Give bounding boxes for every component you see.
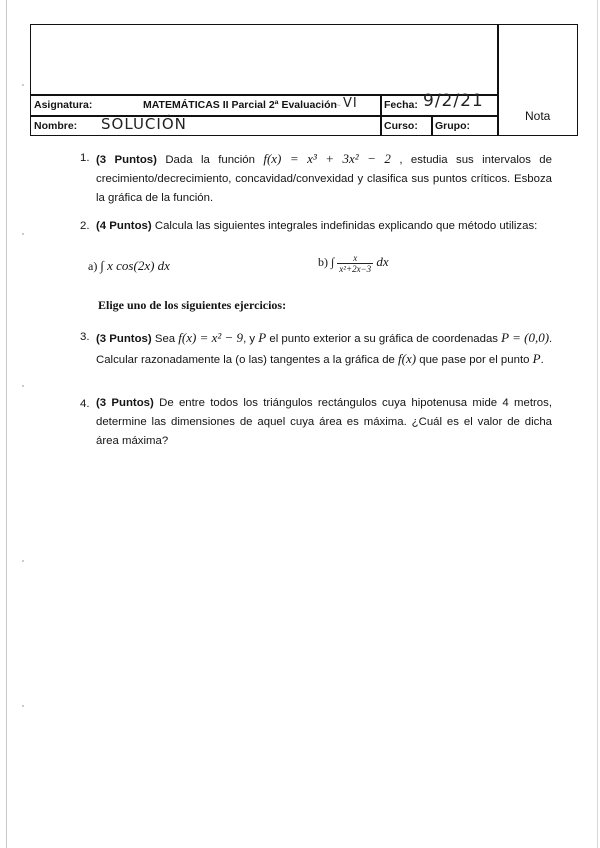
question-3 (96, 328, 566, 370)
asignatura-value: MATEMÁTICAS II Parcial 2ª Evaluación (143, 99, 337, 111)
q2-part-a (88, 256, 308, 276)
q1-number: 1. (80, 152, 90, 164)
scan-speck (22, 233, 24, 235)
question-2 (96, 217, 566, 236)
q2-b-numerator: x (337, 253, 373, 264)
curso-label: Curso: (384, 120, 418, 132)
q1-text-post: , estudia sus intervalos de crecimiento/decrecimiento, concavidad/convexidad y clasifica sus puntos críticos. Esboza la gráfica de la función. (96, 154, 552, 204)
q2-b-denominator: x²+2x−3 (339, 263, 372, 274)
q3-p2: P (532, 351, 541, 366)
nota-label: Nota (525, 109, 551, 123)
q4-points: (3 Puntos) (96, 397, 154, 409)
q1-text-pre: Dada la función (156, 154, 264, 166)
q2-a-formula: ∫ x cos(2x) dx (100, 258, 170, 273)
q3-line2-pre: Calcular razonadamente la (o las) tangentes a la gráfica de (96, 354, 399, 366)
fecha-divider (380, 94, 382, 135)
q1-formula: f(x) = x³ + 3x² − 2 (263, 151, 391, 166)
q3-pc: P = (0,0) (501, 330, 550, 345)
q2-b-fraction (337, 253, 373, 274)
exam-header-table (30, 24, 578, 136)
q2-part-b (318, 252, 518, 274)
q3-f: f(x) = x² − 9 (178, 330, 244, 345)
nombre-label: Nombre: (34, 120, 78, 132)
fecha-label: Fecha: (384, 99, 418, 111)
small-mark: ~ (336, 101, 341, 110)
q2-text: Calcula las siguientes integrales indefinidas explicando que método utilizas: (151, 220, 538, 232)
asignatura-mark: VI (343, 96, 358, 111)
q1-points: (3 Puntos) (96, 154, 157, 166)
page-right-edge (597, 0, 598, 848)
fecha-value: 9/2/21 (423, 91, 484, 111)
q4-text: De entre todos los triángulos rectángulos cuya hipotenusa mide 4 metros, determine las dimensiones de aquel cuya área es máxima. ¿Cuál es el valor de dicha área máxima? (96, 397, 552, 447)
page-left-edge (6, 0, 7, 848)
q2-points: (4 Puntos) (96, 220, 152, 232)
asignatura-label: Asignatura: (34, 99, 93, 111)
nombre-value: SOLUCIÓN (101, 115, 187, 133)
q3-mid: , y (243, 333, 259, 345)
nota-column-divider (497, 25, 499, 135)
q3-mid2: el punto exterior a su gráfica de coordenadas (266, 333, 502, 345)
q3-line2-mid: que pase por el punto (416, 354, 533, 366)
scan-speck (22, 84, 24, 86)
scan-speck (22, 560, 24, 562)
q3-end1: . (549, 333, 553, 345)
q3-points: (3 Puntos) (96, 333, 152, 345)
question-1 (96, 149, 552, 208)
q2-b-label: b) ∫ (318, 255, 338, 269)
q3-number: 3. (80, 331, 90, 343)
q2-number: 2. (80, 220, 90, 232)
scan-speck (22, 385, 24, 387)
q2-b-dx: dx (373, 254, 389, 269)
q3-line2-end: . (540, 354, 544, 366)
elige-title: Elige uno de los siguientes ejercicios: (98, 298, 287, 312)
grupo-label: Grupo: (435, 120, 470, 132)
question-4 (96, 394, 552, 451)
q3-pre: Sea (151, 333, 179, 345)
q2-a-label: a) (88, 259, 101, 273)
q4-number: 4. (80, 398, 90, 410)
curso-grupo-divider (431, 115, 433, 135)
q3-p: P (258, 330, 267, 345)
scan-speck (22, 705, 24, 707)
q3-fx: f(x) (398, 351, 417, 366)
